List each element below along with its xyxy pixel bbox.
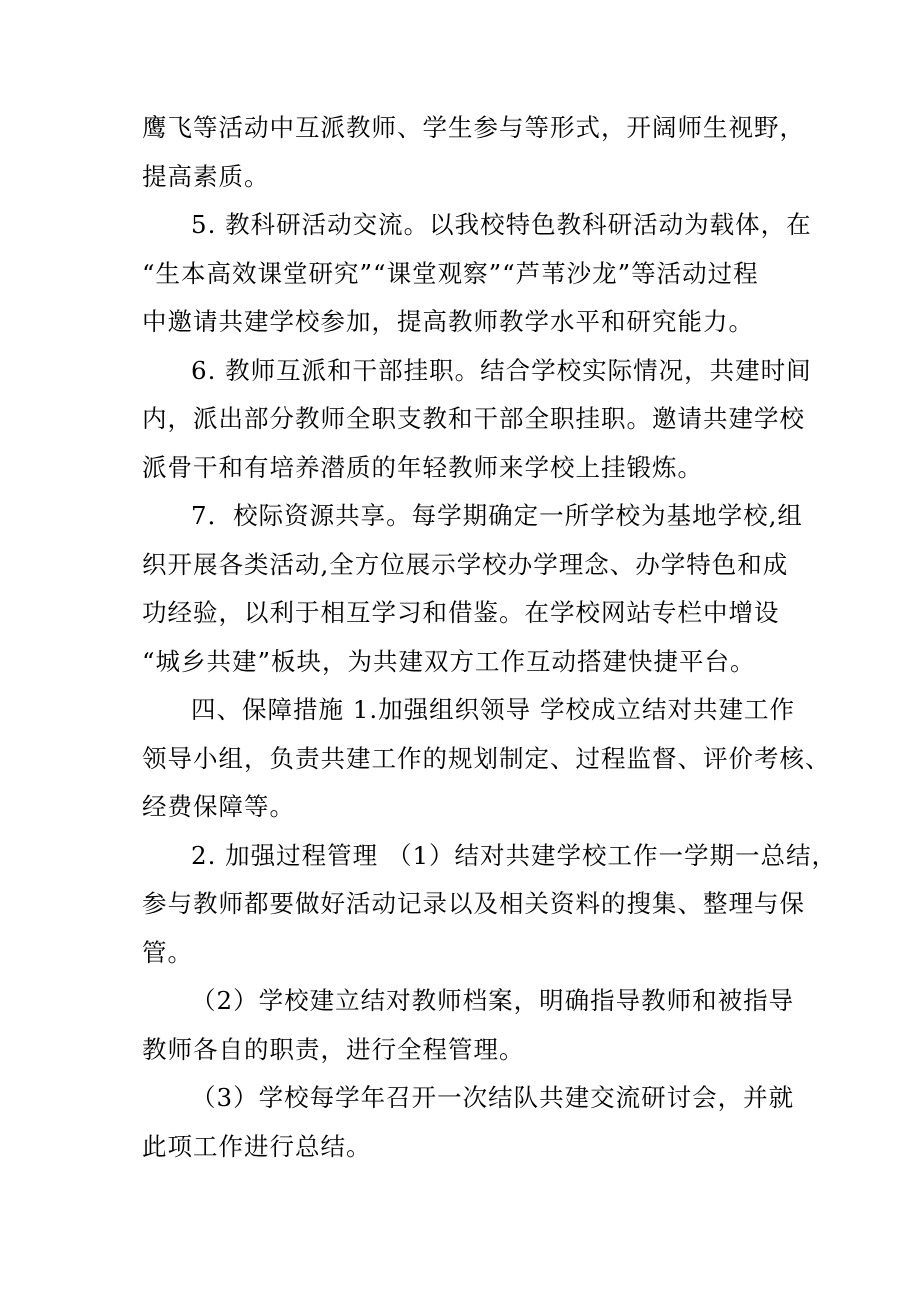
- paragraph-section-4: [142, 686, 831, 832]
- text-line: 鹰飞等活动中互派教师、学生参与等形式，开阔师生视野，: [142, 113, 805, 142]
- text-line: 经费保障等。: [142, 792, 295, 821]
- text-line: 领导小组，负责共建工作的规划制定、过程监督、评价考核、: [142, 743, 831, 773]
- text-line: 2. 加强过程管理 （1）结对共建学校工作一学期一总结，: [191, 840, 838, 870]
- text-line: 5. 教科研活动交流。以我校特色教科研活动为载体，在: [191, 210, 812, 239]
- text-line: 提高素质。: [142, 161, 270, 191]
- text-line: 管。: [142, 937, 193, 967]
- paragraph-item-7: [142, 492, 803, 686]
- text-line: 7．校际资源共享。每学期确定一所学校为基地学校,组: [191, 501, 803, 530]
- paragraph-item-6: [142, 347, 812, 493]
- text-line: 参与教师都要做好活动记录以及相关资料的搜集、整理与保: [142, 889, 805, 918]
- paragraph-process-management: [142, 832, 838, 978]
- text-line: “城乡共建”板块，为共建双方工作互动搭建快捷平台。: [142, 646, 756, 676]
- paragraph-sub-3: [142, 1074, 795, 1171]
- text-line: 教师各自的职责，进行全程管理。: [142, 1034, 525, 1064]
- text-line: 中邀请共建学校参加，提高教师教学水平和研究能力。: [142, 307, 754, 336]
- paragraph-continuation: [142, 104, 805, 201]
- text-line: “生本高效课堂研究”“课堂观察”“芦苇沙龙”等活动过程: [142, 258, 759, 288]
- paragraph-item-5: [142, 201, 812, 347]
- text-line: （3）学校每学年召开一次结队共建交流研讨会，并就: [191, 1083, 795, 1112]
- text-line: 四、保障措施 1.加强组织领导 学校成立结对共建工作: [191, 695, 795, 724]
- text-line: 派骨干和有培养潜质的年轻教师来学校上挂锻炼。: [142, 452, 703, 482]
- paragraph-sub-2: [142, 977, 795, 1074]
- text-line: 内，派出部分教师全职支教和干部全职挂职。邀请共建学校: [142, 404, 805, 433]
- text-line: 功经验，以利于相互学习和借鉴。在学校网站专栏中增设: [142, 598, 780, 627]
- text-line: 6. 教师互派和干部挂职。结合学校实际情况，共建时间: [191, 355, 812, 385]
- text-line: 织开展各类活动,全方位展示学校办学理念、办学特色和成: [142, 549, 789, 579]
- text-line: （2）学校建立结对教师档案，明确指导教师和被指导: [191, 986, 795, 1015]
- document-body: [142, 104, 838, 1171]
- text-line: 此项工作进行总结。: [142, 1131, 372, 1161]
